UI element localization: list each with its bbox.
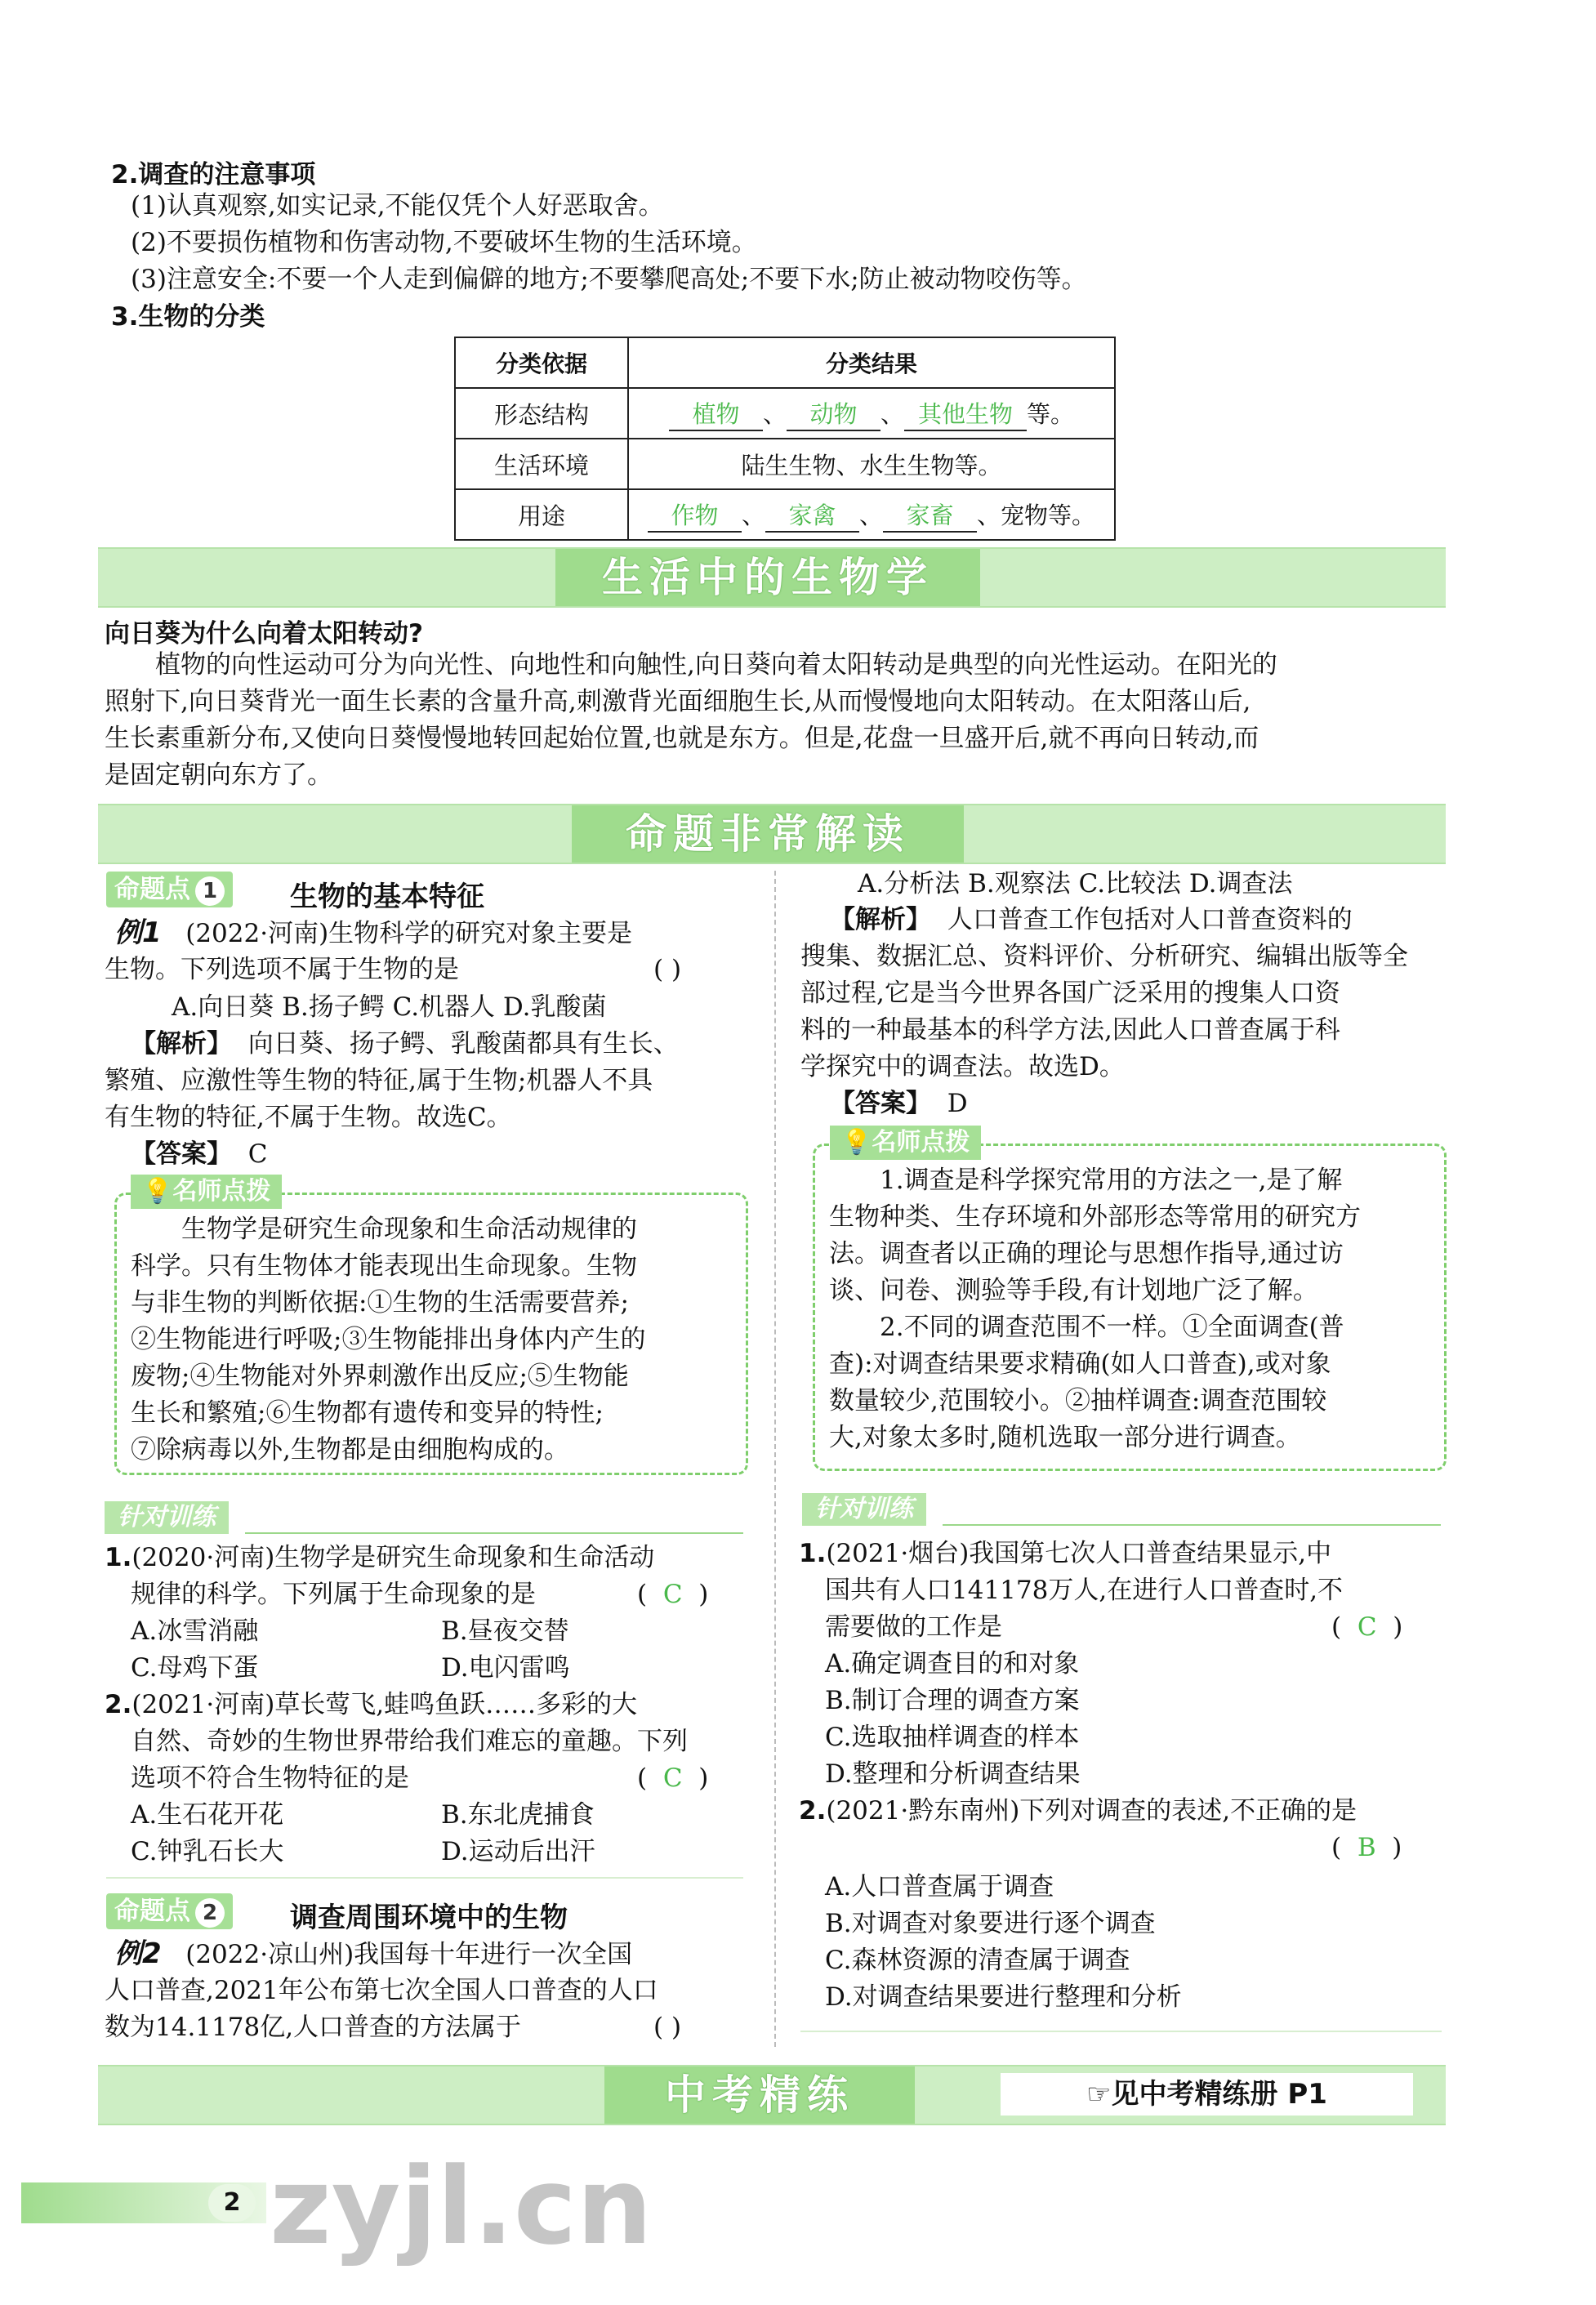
- tip-line: 与非生物的判断依据:①生物的生活需要营养;: [131, 1288, 629, 1317]
- option: C.钟乳石长大: [131, 1837, 284, 1866]
- tip-line: 2.不同的调查范围不一样。①全面调查(普: [880, 1313, 1344, 1342]
- option: D.对调查结果要进行整理和分析: [825, 1982, 1182, 2012]
- option: B.制订合理的调查方案: [825, 1686, 1080, 1715]
- separator: 、: [762, 399, 787, 428]
- example-2-analysis-line: 部过程,它是当今世界各国广泛采用的搜集人口资: [800, 979, 1340, 1008]
- answer-paren: ( C ): [637, 1580, 709, 1609]
- answer-value: D: [947, 1089, 968, 1118]
- separator: 、: [741, 501, 765, 529]
- life-paragraph-line: 植物的向性运动可分为向光性、向地性和向触性,向日葵向着太阳转动是典型的向光性运动。在阳光的: [155, 650, 1277, 680]
- answer-blank: 其他生物: [904, 396, 1027, 431]
- example-text: (2022·河南)生物科学的研究对象主要是: [185, 919, 633, 948]
- question-text: (2021·黔东南州)下列对调查的表述,不正确的是: [826, 1796, 1357, 1826]
- tip-line: 生长和繁殖;⑥生物都有遗传和变异的特性;: [131, 1398, 604, 1428]
- tip-line: ⑦除病毒以外,生物都是由细胞构成的。: [131, 1435, 569, 1465]
- tip-line: 谈、问卷、测验等手段,有计划地广泛了解。: [829, 1276, 1318, 1305]
- tip-line: 科学。只有生物体才能表现出生命现象。生物: [131, 1251, 637, 1281]
- option: C.森林资源的清查属于调查: [825, 1946, 1130, 1975]
- training-q1-line: [105, 1540, 654, 1576]
- question-point-tag-2: [106, 1893, 233, 1929]
- example-2-line: 人口普查,2021年公布第七次全国人口普查的人口: [105, 1976, 658, 2005]
- question-number: 1.: [105, 1543, 132, 1572]
- section-divider: [800, 2031, 1442, 2032]
- tip-line: 生物学是研究生命现象和生命活动规律的: [181, 1215, 637, 1244]
- answer-label: 【答案】: [131, 1139, 232, 1169]
- banner-title: 命题非常解读: [572, 805, 964, 863]
- table-row: [455, 489, 1115, 540]
- example-1-line: [114, 915, 632, 952]
- option: A.冰雪消融: [131, 1616, 259, 1646]
- option: A.生石花开花: [131, 1800, 284, 1830]
- banner-question-analysis: [98, 804, 1446, 864]
- question-text: (2021·河南)草长莺飞,蛙鸣鱼跃……多彩的大: [132, 1690, 638, 1719]
- teacher-tip-text: [829, 1162, 1433, 1456]
- training-q2-line: 自然、奇妙的生物世界带给我们难忘的童趣。下列: [131, 1727, 688, 1756]
- tip-line: 大,对象太多时,随机选取一部分进行调查。: [829, 1423, 1301, 1452]
- example-2-options: A.分析法 B.观察法 C.比较法 D.调查法: [858, 869, 1293, 898]
- column-divider: [774, 871, 776, 2047]
- analysis-label: 【解析】: [830, 905, 931, 934]
- bulb-icon: 💡: [142, 1177, 173, 1206]
- example-1-analysis-line: 繁殖、应激性等生物的特征,属于生物;机器人不具: [105, 1066, 653, 1095]
- answer-paren: ( C ): [637, 1763, 709, 1793]
- survey-note-3: (3)注意安全:不要一个人走到偏僻的地方;不要攀爬高处;不要下水;防止被动物咬伤等。: [131, 265, 1087, 294]
- life-paragraph-line: 是固定朝向东方了。: [105, 760, 332, 790]
- option: D.整理和分析调查结果: [825, 1759, 1081, 1789]
- table-header-result: 分类结果: [628, 337, 1115, 388]
- example-2-analysis-line: 料的一种最基本的科学方法,因此人口普查属于科: [800, 1015, 1340, 1045]
- answer-blank: 作物: [648, 497, 742, 533]
- example-2-analysis-line: [830, 902, 1353, 938]
- tip-line: 废物;④生物能对外界刺激作出反应;⑤生物能: [131, 1362, 629, 1391]
- table-cell-result: [628, 388, 1115, 439]
- tip-label-text: 名师点拨: [172, 1177, 271, 1206]
- tip-label-text: 名师点拨: [872, 1128, 970, 1157]
- page-number: 2: [208, 2184, 256, 2222]
- answer-paren: ( ): [653, 955, 682, 984]
- example-2-line: [114, 1936, 632, 1973]
- example-1-answer: [131, 1136, 267, 1173]
- answer-paren: ( ): [653, 2013, 682, 2042]
- option: A.人口普查属于调查: [825, 1872, 1054, 1902]
- life-paragraph-line: 生长素重新分布,又使向日葵慢慢地转回起始位置,也就是东方。但是,花盘一旦盛开后,就不再向日转动,而: [105, 724, 1259, 753]
- tip-line: 1.调查是科学探究常用的方法之一,是了解: [880, 1166, 1343, 1195]
- section-heading-survey-notes: 2.调查的注意事项: [111, 160, 316, 189]
- banner-title: 生活中的生物学: [555, 549, 980, 606]
- example-label: 例1: [114, 916, 162, 949]
- teacher-tip-text: [131, 1211, 735, 1469]
- option: B.东北虎捕食: [441, 1800, 595, 1830]
- tip-line: ②生物能进行呼吸;③生物能排出身体内产生的: [131, 1325, 646, 1354]
- answer-value: C: [247, 1139, 268, 1169]
- banner-title: 中考精练: [604, 2066, 915, 2124]
- answer-value: C: [1357, 1612, 1377, 1642]
- survey-note-2: (2)不要损伤植物和伤害动物,不要破坏生物的生活环境。: [131, 228, 757, 257]
- example-2-line: 数为14.1178亿,人口普查的方法属于: [105, 2013, 522, 2042]
- separator: 、: [880, 399, 904, 428]
- training-underline: [943, 1524, 1441, 1526]
- workbook-reference: ☞见中考精练册 P1: [1001, 2073, 1413, 2116]
- option: C.母鸡下蛋: [131, 1653, 259, 1683]
- option: B.对调查对象要进行逐个调查: [825, 1909, 1156, 1938]
- table-cell-result: [628, 489, 1115, 540]
- answer-paren: ( B ): [1331, 1833, 1402, 1862]
- tip-line: 法。调查者以正确的理论与思想作指导,通过访: [829, 1239, 1344, 1268]
- answer-blank: 植物: [669, 396, 763, 431]
- example-2-analysis-line: 学探究中的调查法。故选D。: [800, 1052, 1125, 1081]
- question-number: 2.: [105, 1690, 132, 1719]
- section-divider: [106, 1877, 743, 1879]
- training-q1-line: 需要做的工作是: [825, 1612, 1002, 1642]
- training-q1-line: 国共有人口141178万人,在进行人口普查时,不: [825, 1576, 1344, 1605]
- question-point-title: 生物的基本特征: [290, 881, 484, 913]
- table-row: [455, 439, 1115, 489]
- example-1-analysis-line: 有生物的特征,不属于生物。故选C。: [105, 1103, 512, 1132]
- watermark: zyjl.cn: [270, 2144, 653, 2268]
- example-2-analysis-line: 搜集、数据汇总、资料评价、分析研究、编辑出版等全: [800, 942, 1408, 971]
- training-q2-line: [105, 1687, 637, 1723]
- teacher-tip-label: [131, 1175, 282, 1209]
- example-text: (2022·凉山州)我国每十年进行一次全国: [185, 1940, 633, 1969]
- tag-number: 1: [195, 876, 225, 906]
- tag-label: 命题点: [114, 1897, 190, 1926]
- analysis-text: 人口普查工作包括对人口普查资料的: [947, 905, 1353, 934]
- banner-life-biology: [98, 547, 1446, 608]
- training-label: 针对训练: [802, 1493, 926, 1526]
- bulb-icon: 💡: [841, 1128, 872, 1157]
- separator: 、: [858, 501, 883, 529]
- table-cell-basis: 形态结构: [455, 388, 628, 439]
- answer-label: 【答案】: [830, 1089, 931, 1118]
- question-number: 2.: [799, 1796, 827, 1826]
- question-text: (2020·河南)生物学是研究生命现象和生命活动: [132, 1543, 655, 1572]
- option: D.电闪雷鸣: [441, 1653, 570, 1683]
- training-q1-line: [799, 1536, 1331, 1572]
- table-row: [455, 388, 1115, 439]
- life-paragraph-line: 照射下,向日葵背光一面生长素的含量升高,刺激背光面细胞生长,从而慢慢地向太阳转动。在太阳落山后,: [105, 687, 1251, 716]
- analysis-label: 【解析】: [131, 1029, 232, 1059]
- answer-blank: 动物: [787, 396, 880, 431]
- option: A.确定调查目的和对象: [825, 1649, 1080, 1679]
- banner-exam-practice: [98, 2065, 1446, 2125]
- training-q2-line: [799, 1793, 1357, 1830]
- training-underline: [245, 1532, 743, 1534]
- training-label: 针对训练: [105, 1501, 229, 1534]
- question-number: 1.: [799, 1539, 827, 1568]
- table-cell-basis: 生活环境: [455, 439, 628, 489]
- answer-paren: ( C ): [1331, 1612, 1403, 1642]
- teacher-tip-label: [830, 1126, 981, 1160]
- training-q2-line: 选项不符合生物特征的是: [131, 1763, 409, 1793]
- example-1-analysis-line: [131, 1026, 679, 1063]
- answer-value: B: [1357, 1833, 1376, 1862]
- tip-line: 生物种类、生存环境和外部形态等常用的研究方: [829, 1202, 1361, 1232]
- classification-table: [454, 337, 1116, 541]
- tag-number: 2: [195, 1898, 225, 1928]
- table-cell-result: 陆生生物、水生生物等。: [628, 439, 1115, 489]
- section-heading-classification: 3.生物的分类: [111, 302, 265, 332]
- example-1-options: A.向日葵 B.扬子鳄 C.机器人 D.乳酸菌: [172, 992, 607, 1022]
- question-point-title: 调查周围环境中的生物: [290, 1902, 568, 1934]
- example-2-answer: [830, 1086, 968, 1122]
- answer-value: C: [662, 1580, 683, 1609]
- option: D.运动后出汗: [441, 1837, 595, 1866]
- answer-value: C: [662, 1763, 683, 1793]
- answer-blank: 家禽: [765, 497, 859, 533]
- tip-line: 查):对调查结果要求精确(如人口普查),或对象: [829, 1349, 1331, 1379]
- option: C.选取抽样调查的样本: [825, 1723, 1080, 1752]
- answer-blank: 家畜: [883, 497, 977, 533]
- life-question: 向日葵为什么向着太阳转动?: [105, 619, 423, 649]
- table-header-basis: 分类依据: [455, 337, 628, 388]
- tag-label: 命题点: [114, 875, 190, 904]
- question-text: (2021·烟台)我国第七次人口普查结果显示,中: [826, 1539, 1332, 1568]
- survey-note-1: (1)认真观察,如实记录,不能仅凭个人好恶取舍。: [131, 191, 664, 221]
- question-point-tag-1: [106, 872, 233, 907]
- example-1-line: 生物。下列选项不属于生物的是: [105, 955, 459, 984]
- option: B.昼夜交替: [441, 1616, 569, 1646]
- suffix: 等。: [1027, 399, 1075, 428]
- tip-line: 数量较少,范围较小。②抽样调查:调查范围较: [829, 1386, 1327, 1416]
- table-cell-basis: 用途: [455, 489, 628, 540]
- example-label: 例2: [114, 1937, 162, 1970]
- analysis-text: 向日葵、扬子鳄、乳酸菌都具有生长、: [247, 1029, 679, 1059]
- suffix: 、宠物等。: [977, 501, 1096, 529]
- training-q1-line: 规律的科学。下列属于生命现象的是: [131, 1580, 536, 1609]
